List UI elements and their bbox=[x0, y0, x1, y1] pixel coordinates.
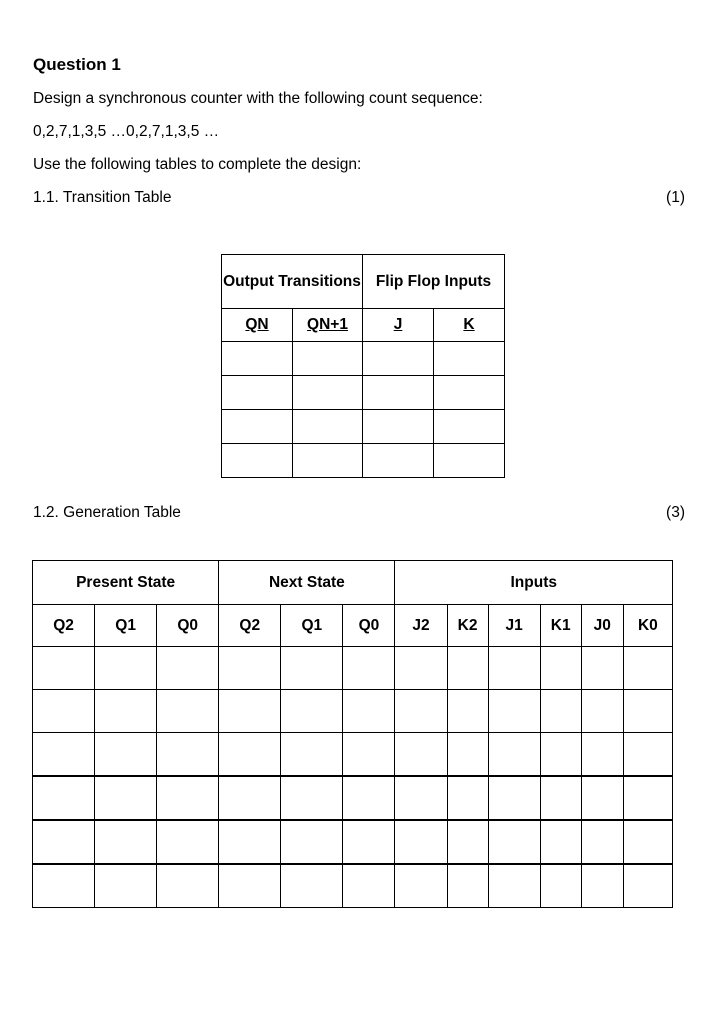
table-row bbox=[222, 444, 505, 478]
generation-table bbox=[32, 560, 673, 908]
col-header-k1: K1 bbox=[540, 605, 581, 647]
answer-cell[interactable] bbox=[219, 733, 281, 777]
table-row bbox=[33, 820, 673, 864]
question-title: Question 1 bbox=[33, 55, 121, 74]
next-state-header: Next State bbox=[219, 561, 395, 605]
answer-cell[interactable] bbox=[157, 733, 219, 777]
col-header-present-q0: Q0 bbox=[157, 605, 219, 647]
col-header-next-q2: Q2 bbox=[219, 605, 281, 647]
answer-cell[interactable] bbox=[293, 376, 363, 410]
answer-cell[interactable] bbox=[434, 410, 505, 444]
col-header-present-q1: Q1 bbox=[95, 605, 157, 647]
answer-cell[interactable] bbox=[488, 647, 540, 690]
answer-cell[interactable] bbox=[219, 776, 281, 820]
instruction-text: Design a synchronous counter with the following count sequence: bbox=[33, 90, 483, 107]
answer-cell[interactable] bbox=[488, 820, 540, 864]
answer-cell[interactable] bbox=[447, 820, 488, 864]
answer-cell[interactable] bbox=[281, 864, 343, 908]
col-header-j: J bbox=[363, 309, 434, 342]
answer-cell[interactable] bbox=[581, 690, 623, 733]
col-header-present-q2: Q2 bbox=[33, 605, 95, 647]
table-row bbox=[33, 690, 673, 733]
answer-cell[interactable] bbox=[434, 376, 505, 410]
flip-flop-inputs-header: Flip Flop Inputs bbox=[363, 255, 505, 309]
answer-cell[interactable] bbox=[540, 776, 581, 820]
answer-cell[interactable] bbox=[581, 733, 623, 777]
answer-cell[interactable] bbox=[581, 864, 623, 908]
answer-cell[interactable] bbox=[447, 733, 488, 777]
table-row bbox=[222, 342, 505, 376]
answer-cell[interactable] bbox=[222, 342, 293, 376]
answer-cell[interactable] bbox=[222, 444, 293, 478]
answer-cell[interactable] bbox=[363, 376, 434, 410]
answer-cell[interactable] bbox=[95, 820, 157, 864]
answer-cell[interactable] bbox=[363, 410, 434, 444]
answer-cell[interactable] bbox=[447, 690, 488, 733]
answer-cell[interactable] bbox=[293, 444, 363, 478]
answer-cell[interactable] bbox=[281, 820, 343, 864]
answer-cell[interactable] bbox=[488, 864, 540, 908]
generation-table-body bbox=[33, 647, 673, 908]
col-header-j2: J2 bbox=[395, 605, 447, 647]
transition-table bbox=[221, 254, 505, 478]
answer-cell[interactable] bbox=[343, 776, 395, 820]
answer-cell[interactable] bbox=[219, 647, 281, 690]
answer-cell[interactable] bbox=[623, 733, 672, 777]
answer-cell[interactable] bbox=[488, 776, 540, 820]
col-header-k: K bbox=[434, 309, 505, 342]
answer-cell[interactable] bbox=[222, 376, 293, 410]
answer-cell[interactable] bbox=[33, 690, 95, 733]
answer-cell[interactable] bbox=[395, 776, 447, 820]
inputs-header: Inputs bbox=[395, 561, 673, 605]
answer-cell[interactable] bbox=[281, 776, 343, 820]
answer-cell[interactable] bbox=[540, 820, 581, 864]
answer-cell[interactable] bbox=[623, 820, 672, 864]
answer-cell[interactable] bbox=[447, 864, 488, 908]
col-header-j1: J1 bbox=[488, 605, 540, 647]
answer-cell[interactable] bbox=[95, 733, 157, 777]
answer-cell[interactable] bbox=[95, 690, 157, 733]
col-header-qn1: QN+1 bbox=[293, 309, 363, 342]
answer-cell[interactable] bbox=[623, 864, 672, 908]
answer-cell[interactable] bbox=[222, 410, 293, 444]
table-row bbox=[222, 376, 505, 410]
answer-cell[interactable] bbox=[157, 690, 219, 733]
table-row bbox=[33, 647, 673, 690]
answer-cell[interactable] bbox=[281, 647, 343, 690]
answer-cell[interactable] bbox=[581, 776, 623, 820]
col-header-qn: QN bbox=[222, 309, 293, 342]
answer-cell[interactable] bbox=[281, 733, 343, 777]
present-state-header: Present State bbox=[33, 561, 219, 605]
section-2-label: 1.2. Generation Table bbox=[33, 504, 181, 521]
answer-cell[interactable] bbox=[33, 864, 95, 908]
table-row bbox=[33, 864, 673, 908]
answer-cell[interactable] bbox=[540, 647, 581, 690]
answer-cell[interactable] bbox=[395, 864, 447, 908]
col-header-k0: K0 bbox=[623, 605, 672, 647]
answer-cell[interactable] bbox=[157, 776, 219, 820]
section-1-marks: (1) bbox=[666, 189, 685, 206]
answer-cell[interactable] bbox=[293, 342, 363, 376]
answer-cell[interactable] bbox=[395, 690, 447, 733]
answer-cell[interactable] bbox=[95, 864, 157, 908]
answer-cell[interactable] bbox=[33, 733, 95, 777]
answer-cell[interactable] bbox=[395, 820, 447, 864]
section-1-label: 1.1. Transition Table bbox=[33, 189, 172, 206]
answer-cell[interactable] bbox=[447, 776, 488, 820]
answer-cell[interactable] bbox=[343, 820, 395, 864]
answer-cell[interactable] bbox=[488, 733, 540, 777]
count-sequence: 0,2,7,1,3,5 …0,2,7,1,3,5 … bbox=[33, 123, 220, 140]
answer-cell[interactable] bbox=[488, 690, 540, 733]
tables-instruction: Use the following tables to complete the design: bbox=[33, 156, 362, 173]
col-header-next-q0: Q0 bbox=[343, 605, 395, 647]
answer-cell[interactable] bbox=[219, 820, 281, 864]
answer-cell[interactable] bbox=[343, 733, 395, 777]
answer-cell[interactable] bbox=[95, 647, 157, 690]
answer-cell[interactable] bbox=[395, 733, 447, 777]
col-header-j0: J0 bbox=[581, 605, 623, 647]
answer-cell[interactable] bbox=[33, 820, 95, 864]
answer-cell[interactable] bbox=[540, 690, 581, 733]
table-row bbox=[222, 410, 505, 444]
answer-cell[interactable] bbox=[434, 444, 505, 478]
answer-cell[interactable] bbox=[540, 733, 581, 777]
answer-cell[interactable] bbox=[343, 864, 395, 908]
answer-cell[interactable] bbox=[540, 864, 581, 908]
answer-cell[interactable] bbox=[157, 820, 219, 864]
answer-cell[interactable] bbox=[434, 342, 505, 376]
answer-cell[interactable] bbox=[363, 342, 434, 376]
transition-table-body bbox=[222, 342, 505, 478]
answer-cell[interactable] bbox=[363, 444, 434, 478]
answer-cell[interactable] bbox=[219, 690, 281, 733]
answer-cell[interactable] bbox=[343, 690, 395, 733]
answer-cell[interactable] bbox=[623, 690, 672, 733]
col-header-next-q1: Q1 bbox=[281, 605, 343, 647]
answer-cell[interactable] bbox=[95, 776, 157, 820]
answer-cell[interactable] bbox=[395, 647, 447, 690]
answer-cell[interactable] bbox=[623, 776, 672, 820]
answer-cell[interactable] bbox=[293, 410, 363, 444]
section-2-marks: (3) bbox=[666, 504, 685, 521]
table-row bbox=[33, 776, 673, 820]
answer-cell[interactable] bbox=[157, 647, 219, 690]
answer-cell[interactable] bbox=[623, 647, 672, 690]
answer-cell[interactable] bbox=[219, 864, 281, 908]
table-row bbox=[33, 733, 673, 777]
answer-cell[interactable] bbox=[281, 690, 343, 733]
answer-cell[interactable] bbox=[343, 647, 395, 690]
output-transitions-header: Output Transitions bbox=[222, 255, 363, 309]
answer-cell[interactable] bbox=[447, 647, 488, 690]
answer-cell[interactable] bbox=[581, 647, 623, 690]
answer-cell[interactable] bbox=[33, 776, 95, 820]
answer-cell[interactable] bbox=[157, 864, 219, 908]
col-header-k2: K2 bbox=[447, 605, 488, 647]
answer-cell[interactable] bbox=[581, 820, 623, 864]
answer-cell[interactable] bbox=[33, 647, 95, 690]
